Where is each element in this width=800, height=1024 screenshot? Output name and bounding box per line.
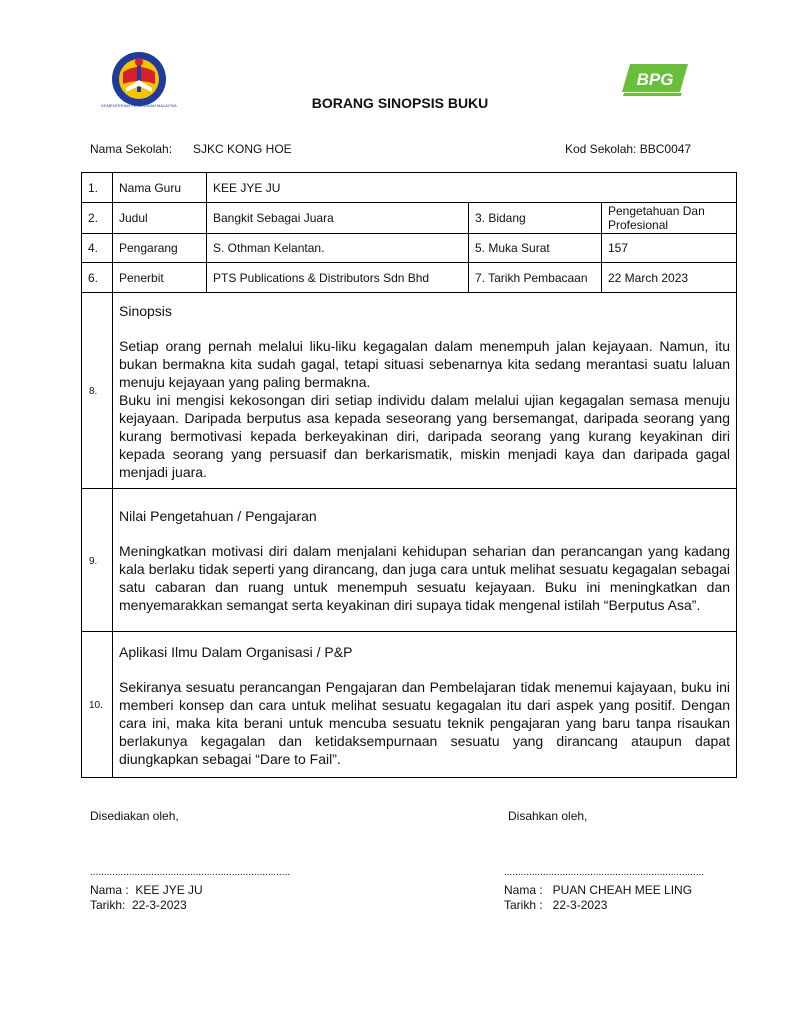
signature-line-left: ........................................................................ — [90, 867, 291, 878]
paragraph: Sekiranya sesuatu perancangan Pengajaran dan Pembelajaran tidak menemui kajayaan, buku ini memberi konsep dan cara untuk melihat sesuatu kegagalan itu dari aspek yang positif. Dengan cara ini, maka kita berani untuk mencuba sesuatu teknik pengajaran yang baru tanpa risaukan berlakunya kegagalan dan ketidaksempurnaan sesuatu yang dirancang ataupun dapat diungkapkan sebagai “Dare to Fail”. — [119, 678, 731, 767]
section-body — [119, 678, 730, 768]
field-value: 22 March 2023 — [602, 263, 737, 293]
section-heading: Aplikasi Ilmu Dalam Organisasi / P&P — [119, 643, 353, 660]
approved-by-heading: Disahkan oleh, — [508, 809, 588, 823]
row-number: 2. — [82, 203, 113, 234]
row-number: 9. — [82, 489, 113, 632]
school-code-value: BBC0047 — [639, 142, 692, 156]
field-label: 5. Muka Surat — [469, 234, 602, 263]
table-row — [82, 203, 737, 234]
row-number: 8. — [82, 293, 113, 489]
bpg-logo-icon — [622, 62, 690, 98]
row-number: 6. — [82, 263, 113, 293]
field-label: Judul — [113, 203, 207, 234]
school-name-value: SJKC KONG HOE — [193, 142, 292, 156]
table-row — [82, 234, 737, 263]
synopsis-section — [82, 293, 737, 489]
approver-name: Nama : PUAN CHEAH MEE LING — [504, 883, 693, 897]
field-label: Penerbit — [113, 263, 207, 293]
field-value: KEE JYE JU — [207, 173, 737, 203]
paragraph: Buku ini mengisi kekosongan diri setiap individu dalam melalui ujian kegagalan semasa menuju kejayaan. Daripada berputus asa kepada seseorang yang bersemangat, daripada seorang yang kurang bermotivasi kepada berkeyakinan diri, daripada seorang yang kurang keyakinan diri kepada seorang yang persuasif dan berkarismatik, miskin menjadi kaya dan daripada gagal menjadi juara. — [119, 391, 731, 480]
page-title: BORANG SINOPSIS BUKU — [311, 95, 489, 111]
row-number: 10. — [82, 632, 113, 778]
signature-line-right: ........................................................................ — [504, 867, 705, 878]
field-label: Nama Guru — [113, 173, 207, 203]
prepared-by-heading: Disediakan oleh, — [90, 809, 179, 823]
field-label: 3. Bidang — [469, 203, 602, 234]
field-value: S. Othman Kelantan. — [207, 234, 469, 263]
section-body — [119, 542, 730, 614]
section-heading: Nilai Pengetahuan / Pengajaran — [119, 508, 317, 524]
school-code — [565, 142, 691, 156]
school-code-label: Kod Sekolah: — [565, 142, 637, 156]
section-heading: Sinopsis — [119, 302, 172, 319]
paragraph: Meningkatkan motivasi diri dalam menjalani kehidupan seharian dan perancangan yang kadang kala berlaku tidak seperti yang dirancang, dan juga cara untuk melihat sesuatu kegagalan sebagai satu cabaran dan ruang untuk menempuh sesuatu kejayaan. Buku ini meningkatkan dan menyemarakkan semangat serta keyakinan diri supaya tidak mengenal istilah “Berputus Asa”. — [119, 543, 731, 613]
field-value: PTS Publications & Distributors Sdn Bhd — [207, 263, 469, 293]
paragraph: Setiap orang pernah melalui liku-liku kegagalan dalam menempuh jalan kejayaan. Namun, itu bukan bermakna kita sudah gagal, tetapi situasi sebenarnya kita sedang merantasi suatu laluan menuju kejayaan yang paling bermakna. — [119, 337, 731, 390]
preparer-date: Tarikh: 22-3-2023 — [90, 898, 187, 912]
field-value: Pengetahuan Dan Profesional — [602, 203, 737, 234]
field-value: Bangkit Sebagai Juara — [207, 203, 469, 234]
svg-text:BPG: BPG — [636, 70, 674, 89]
field-value: 157 — [602, 234, 737, 263]
row-number: 4. — [82, 234, 113, 263]
approver-date: Tarikh : 22-3-2023 — [504, 898, 608, 912]
application-section — [82, 632, 737, 778]
section-body — [119, 337, 730, 481]
field-label: Pengarang — [113, 234, 207, 263]
bpg-logo — [622, 62, 690, 98]
row-number: 1. — [82, 173, 113, 203]
school-name-label: Nama Sekolah: — [90, 142, 173, 156]
table-row — [82, 263, 737, 293]
table-row — [82, 173, 737, 203]
values-section — [82, 489, 737, 632]
field-label: 7. Tarikh Pembacaan — [469, 263, 602, 293]
svg-text:KEMENTERIAN PENDIDIKAN MALAYSI: KEMENTERIAN PENDIDIKAN MALAYSIA — [101, 103, 177, 108]
preparer-name: Nama : KEE JYE JU — [90, 883, 203, 897]
synopsis-table — [81, 172, 737, 778]
